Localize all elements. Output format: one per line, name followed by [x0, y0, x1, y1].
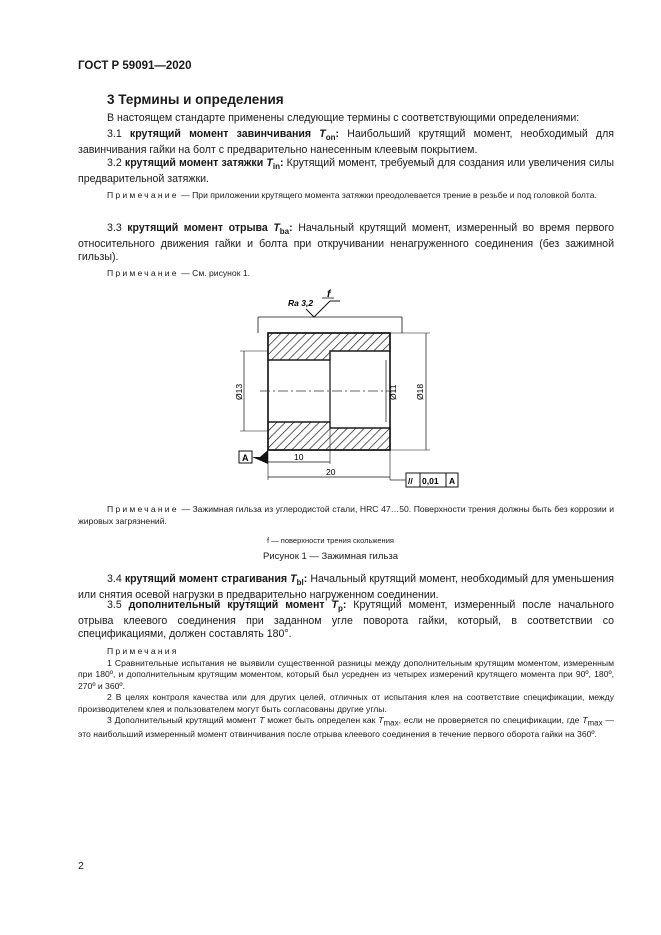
dim-20: 20 [326, 467, 336, 477]
datum-triangle [252, 450, 268, 464]
figure-caption: Рисунок 1 — Зажимная гильза [263, 551, 398, 562]
term-number: 3.5 [107, 599, 122, 611]
note-3-symbol-tmax-sub-2: max [587, 718, 603, 728]
note-3-symbol-tmax: T [378, 715, 384, 725]
dim-d13: Ø13 [234, 383, 244, 400]
term-symbol: T [319, 128, 326, 140]
term-3-2: 3.2 крутящий момент затяжки $T_{in}$: Крутящий момент, требуемый для создания или увеличения силы предварительной затяжки. [78, 157, 615, 186]
note-2: 2 В целях контроля качества или для других целей, отличных от испытания клея на соответствие спецификации, между производителем клея и пользователем могут быть согласованы другие углы. [78, 692, 614, 714]
term-symbol-sub: in [272, 162, 280, 172]
tolerance-value: 0,01 [422, 476, 439, 486]
term-symbol-sub: bl [296, 578, 304, 588]
term-number: 3.2 [107, 157, 122, 169]
term-3-1: 3.1 крутящий момент завинчивания $T_{on}$: Наибольший крутящий момент, необходимый для завинчивания гайки на болт с предварительно нанесенным клеевым покрытием. [78, 128, 615, 157]
sleeve-drawing [230, 282, 470, 492]
note-3-part-d: — это наибольший измеренный момент отвинчивания после отрыва клеевого соединения в течение первого оборота гайки на 360º. [78, 715, 614, 740]
note-3-symbol-tmax-sub: max [383, 718, 399, 728]
note-text: — При приложении крутящего момента затяжки преодолевается трение в резьбе и под головкой болта. [181, 190, 597, 200]
term-symbol: T [290, 573, 297, 585]
term-number: 3.4 [107, 573, 122, 585]
term-definition: Начальный крутящий момент, измеренный во время первого относительного движения гайки и болта при откручивании ненагруженного соединения (без зажимной гильзы). [78, 222, 614, 264]
final-notes [78, 646, 614, 741]
note-1: 1 Сравнительные испытания не выявили существенной разницы между дополнительным крутящим моментом, измеренным при 180º, и дополнительным крутящим моментом, который был усреднен из четырех измерений крутящего момента при 90º, 180º, 270º и 360º. [78, 657, 614, 691]
page-number: 2 [78, 860, 84, 872]
callout-f: f [327, 289, 331, 300]
note-label: Примечание [107, 190, 179, 200]
note-3-symbol-tmax-2: T [582, 715, 588, 725]
term-definition: Крутящий момент, требуемый для создания или увеличения силы предварительной затяжки. [78, 157, 615, 186]
note-text: — См. рисунок 1. [181, 268, 251, 278]
note-text: — Зажимная гильза из углеродистой стали, HRC 47…50. Поверхности трения должны быть без коррозии и жировых загрязнений. [78, 504, 614, 526]
roughness-label: Ra 3,2 [288, 298, 314, 308]
note-label: Примечание [107, 504, 179, 514]
dim-d18: Ø18 [415, 383, 425, 400]
note-label: Примечание [107, 268, 179, 278]
note-3-symbol-t: T [259, 715, 265, 725]
document-code: ГОСТ Р 59091—2020 [78, 60, 192, 72]
notes-label: Примечания [107, 646, 179, 656]
term-name: дополнительный крутящий момент [128, 599, 325, 611]
intro-text: В настоящем стандарте применены следующие термины с соответствующими определениями: [107, 112, 580, 124]
term-symbol-sub: ba [279, 227, 290, 237]
dim-d11: Ø11 [388, 384, 398, 400]
term-number: 3.3 [107, 222, 122, 234]
term-name: крутящий момент затяжки [124, 157, 264, 169]
term-3-3: 3.3 крутящий момент отрыва $T_{ba}$: Начальный крутящий момент, измеренный во время первого относительного движения гайки и болта при откручивании ненагруженного соединения (без зажимной гильзы). [78, 222, 614, 264]
note-3-part-c: , если не проверяется по спецификации, где [398, 715, 580, 725]
term-3-5: 3.5 дополнительный крутящий момент $T_p$: Крутящий момент, измеренный после начального отрыва клеевого соединения при заданном угле поворота гайки, который, в соответствии со спецификациями, должен составлять 180°. [78, 599, 614, 641]
term-symbol-sub: on [325, 133, 336, 143]
section-title: 3 Термины и определения [107, 92, 284, 107]
figure-legend: f — поверхности трения скольжения [267, 536, 394, 545]
datum-label: A [242, 453, 249, 463]
tolerance-datum: A [449, 476, 456, 486]
term-name: крутящий момент завинчивания [129, 128, 312, 140]
note-3-2 [78, 190, 614, 202]
term-definition: Наибольший крутящий момент, необходимый для завинчивания гайки на болт с предварительно нанесенным клеевым покрытием. [78, 128, 615, 157]
term-definition: Начальный крутящий момент, необходимый для уменьшения или снятия осевой нагрузки в предварительно нагруженном соединении. [78, 573, 614, 602]
term-number: 3.1 [107, 128, 122, 140]
bottom-wall-section [268, 422, 390, 450]
tolerance-symbol: // [408, 476, 413, 486]
term-symbol: T [266, 157, 273, 169]
note-3-part-a: 3 Дополнительный крутящий момент [107, 715, 257, 725]
term-symbol: T [273, 222, 280, 234]
term-name: крутящий момент страгивания [124, 573, 288, 585]
term-definition: Крутящий момент, измеренный после начального отрыва клеевого соединения при заданном угле поворота гайки, который, в соответствии со спецификациями, должен составлять 180°. [78, 599, 614, 641]
figure-note [78, 504, 614, 527]
term-symbol-sub: p [337, 604, 343, 614]
dim-10: 10 [294, 452, 304, 462]
note-3-part-b: может быть определен как [267, 715, 376, 725]
term-symbol: T [331, 599, 338, 611]
top-wall-section [268, 333, 390, 360]
term-name: крутящий момент отрыва [127, 222, 268, 234]
note-3-3 [78, 268, 614, 280]
intro-paragraph [78, 112, 614, 125]
term-3-4: 3.4 крутящий момент страгивания $T_{bl}$: Начальный крутящий момент, необходимый для уменьшения или снятия осевой нагрузки в предварительно нагруженном соединении. [78, 573, 614, 602]
